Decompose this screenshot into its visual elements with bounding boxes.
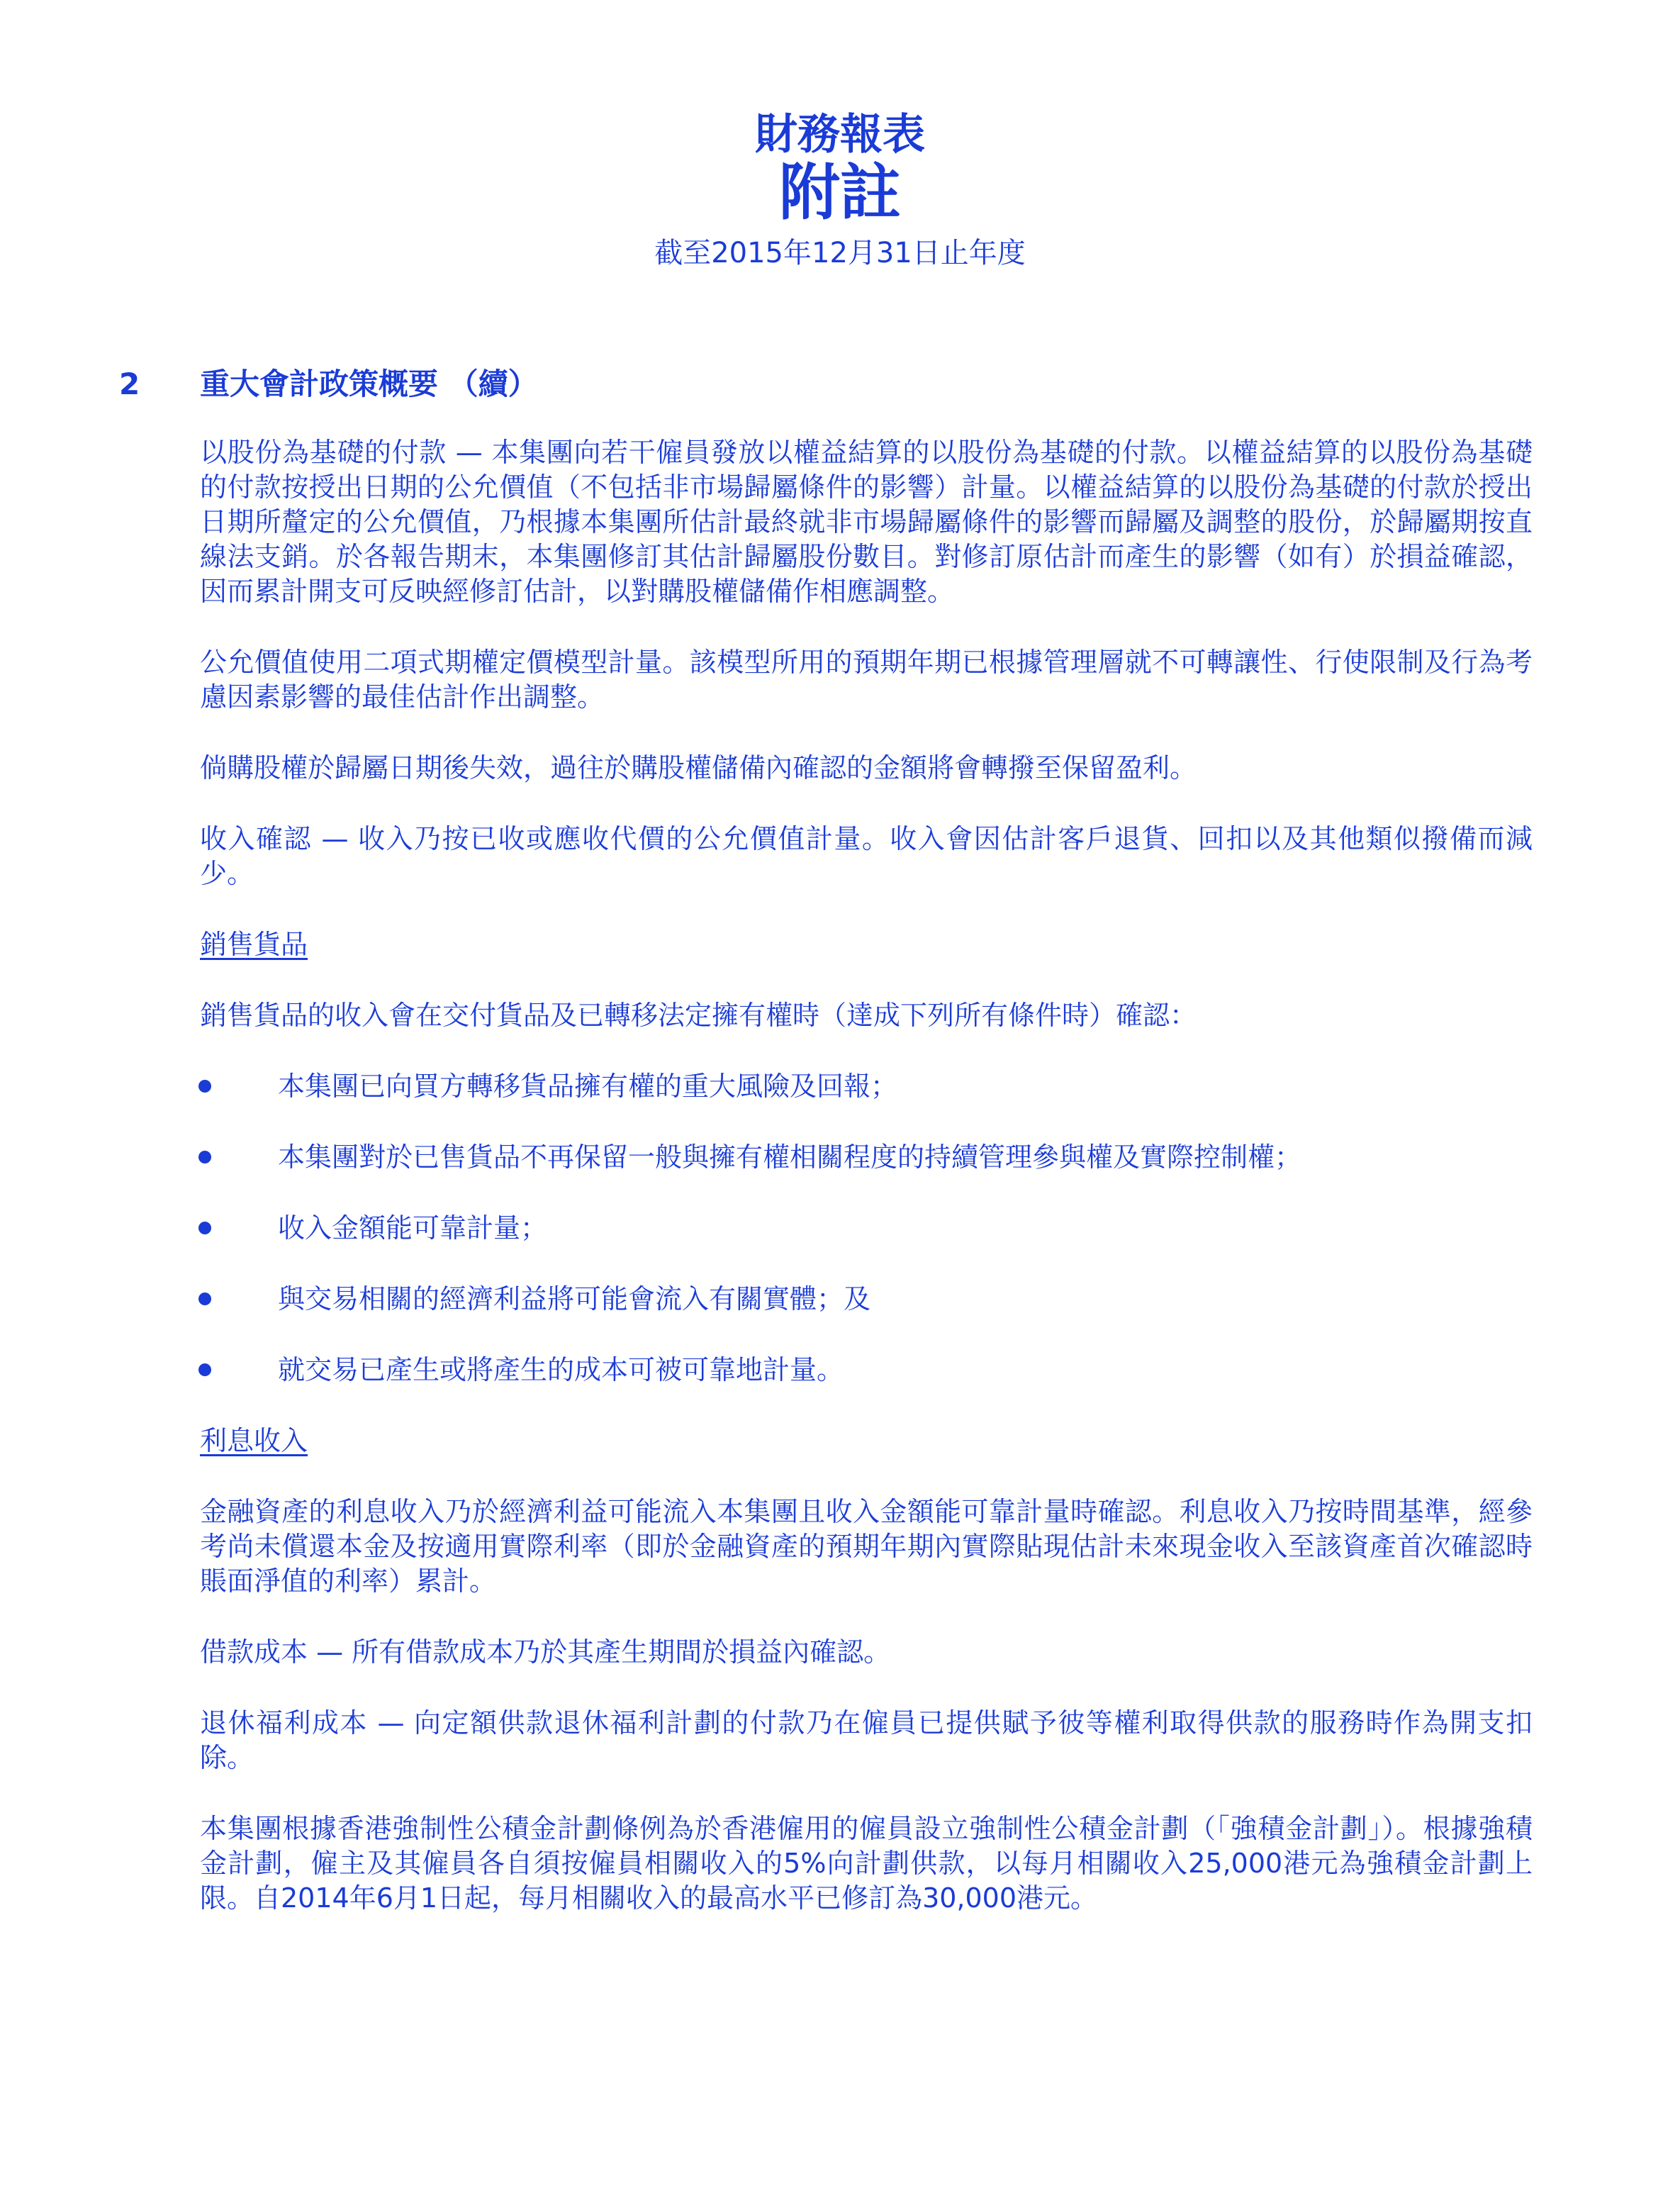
subheading-sale-of-goods: 銷售貨品 bbox=[200, 929, 308, 960]
list-item bbox=[200, 1140, 1533, 1175]
section-body bbox=[200, 435, 1533, 1952]
list-item-text: 本集團對於已售貨品不再保留一般與擁有權相關程度的持續管理參與權及實際控制權； bbox=[278, 1142, 1302, 1173]
list-item bbox=[200, 1353, 1533, 1388]
list-item bbox=[200, 1282, 1533, 1317]
list-item-text: 收入金額能可靠計量； bbox=[278, 1212, 548, 1244]
paragraph-retirement-benefit: 退休福利成本 — 向定額供款退休福利計劃的付款乃在僱員已提供賦予彼等權利取得供款的服務時作為開支扣除。 bbox=[200, 1707, 1533, 1773]
section-number: 2 bbox=[119, 367, 140, 401]
list-item-text: 就交易已產生或將產生的成本可被可靠地計量。 bbox=[278, 1354, 844, 1385]
paragraph-revenue-recognition: 收入確認 — 收入乃按已收或應收代價的公允價值計量。收入會因估計客戶退貨、回扣以及其他類似撥備而減少。 bbox=[200, 823, 1533, 889]
list-item bbox=[200, 1211, 1533, 1246]
bullet-icon bbox=[198, 1222, 211, 1234]
paragraph-sale-of-goods-intro: 銷售貨品的收入會在交付貨品及已轉移法定擁有權時（達成下列所有條件時）確認： bbox=[200, 1000, 1197, 1031]
bullet-icon bbox=[198, 1293, 211, 1305]
report-period: 截至2015年12月31日止年度 bbox=[654, 237, 1026, 269]
paragraph-borrowing-costs: 借款成本 — 所有借款成本乃於其產生期間於損益內確認。 bbox=[200, 1636, 891, 1668]
bullet-icon bbox=[198, 1363, 211, 1376]
list-item-text: 與交易相關的經濟利益將可能會流入有關實體；及 bbox=[278, 1283, 871, 1315]
report-title: 財務報表 bbox=[755, 110, 925, 160]
paragraph-interest-income: 金融資產的利息收入乃於經濟利益可能流入本集團且收入金額能可靠計量時確認。利息收入乃按時間基準，經參考尚未償還本金及按適用實際利率（即於金融資產的預期年期內實際貼現估計未來現金收入至該資產首次確認時賬面淨值的利率）累計。 bbox=[200, 1496, 1533, 1597]
sale-conditions-list bbox=[200, 1069, 1533, 1388]
subheading-interest-income: 利息收入 bbox=[200, 1425, 308, 1456]
list-item-text: 本集團已向買方轉移貨品擁有權的重大風險及回報； bbox=[278, 1071, 898, 1102]
bullet-icon bbox=[198, 1151, 211, 1163]
report-subtitle: 附註 bbox=[779, 157, 901, 228]
paragraph-fair-value-model: 公允價值使用二項式期權定價模型計量。該模型所用的預期年期已根據管理層就不可轉讓性、行使限制及行為考慮因素影響的最佳估計作出調整。 bbox=[200, 647, 1533, 713]
paragraph-mpf: 本集團根據香港強制性公積金計劃條例為於香港僱用的僱員設立強制性公積金計劃（「強積金計劃」）。根據強積金計劃，僱主及其僱員各自須按僱員相關收入的5%向計劃供款，以每月相關收入25,000港元為強積金計劃上限。自2014年6月1日起，每月相關收入的最高水平已修訂為30,000港元。 bbox=[200, 1813, 1533, 1914]
section-title: 重大會計政策概要 （續） bbox=[200, 367, 538, 401]
list-item bbox=[200, 1069, 1533, 1104]
bullet-icon bbox=[198, 1080, 211, 1093]
paragraph-lapse: 倘購股權於歸屬日期後失效，過往於購股權儲備內確認的金額將會轉撥至保留盈利。 bbox=[200, 752, 1197, 783]
paragraph-share-based-payment: 以股份為基礎的付款 — 本集團向若干僱員發放以權益結算的以股份為基礎的付款。以權益結算的以股份為基礎的付款按授出日期的公允價值（不包括非市場歸屬條件的影響）計量。以權益結算的以股份為基礎的付款於授出日期所釐定的公允價值，乃根據本集團所估計最終就非市場歸屬條件的影響而歸屬及調整的股份，於歸屬期按直線法支銷。於各報告期末，本集團修訂其估計歸屬股份數目。對修訂原估計而產生的影響（如有）於損益確認，因而累計開支可反映經修訂估計，以對購股權儲備作相應調整。 bbox=[200, 437, 1533, 607]
